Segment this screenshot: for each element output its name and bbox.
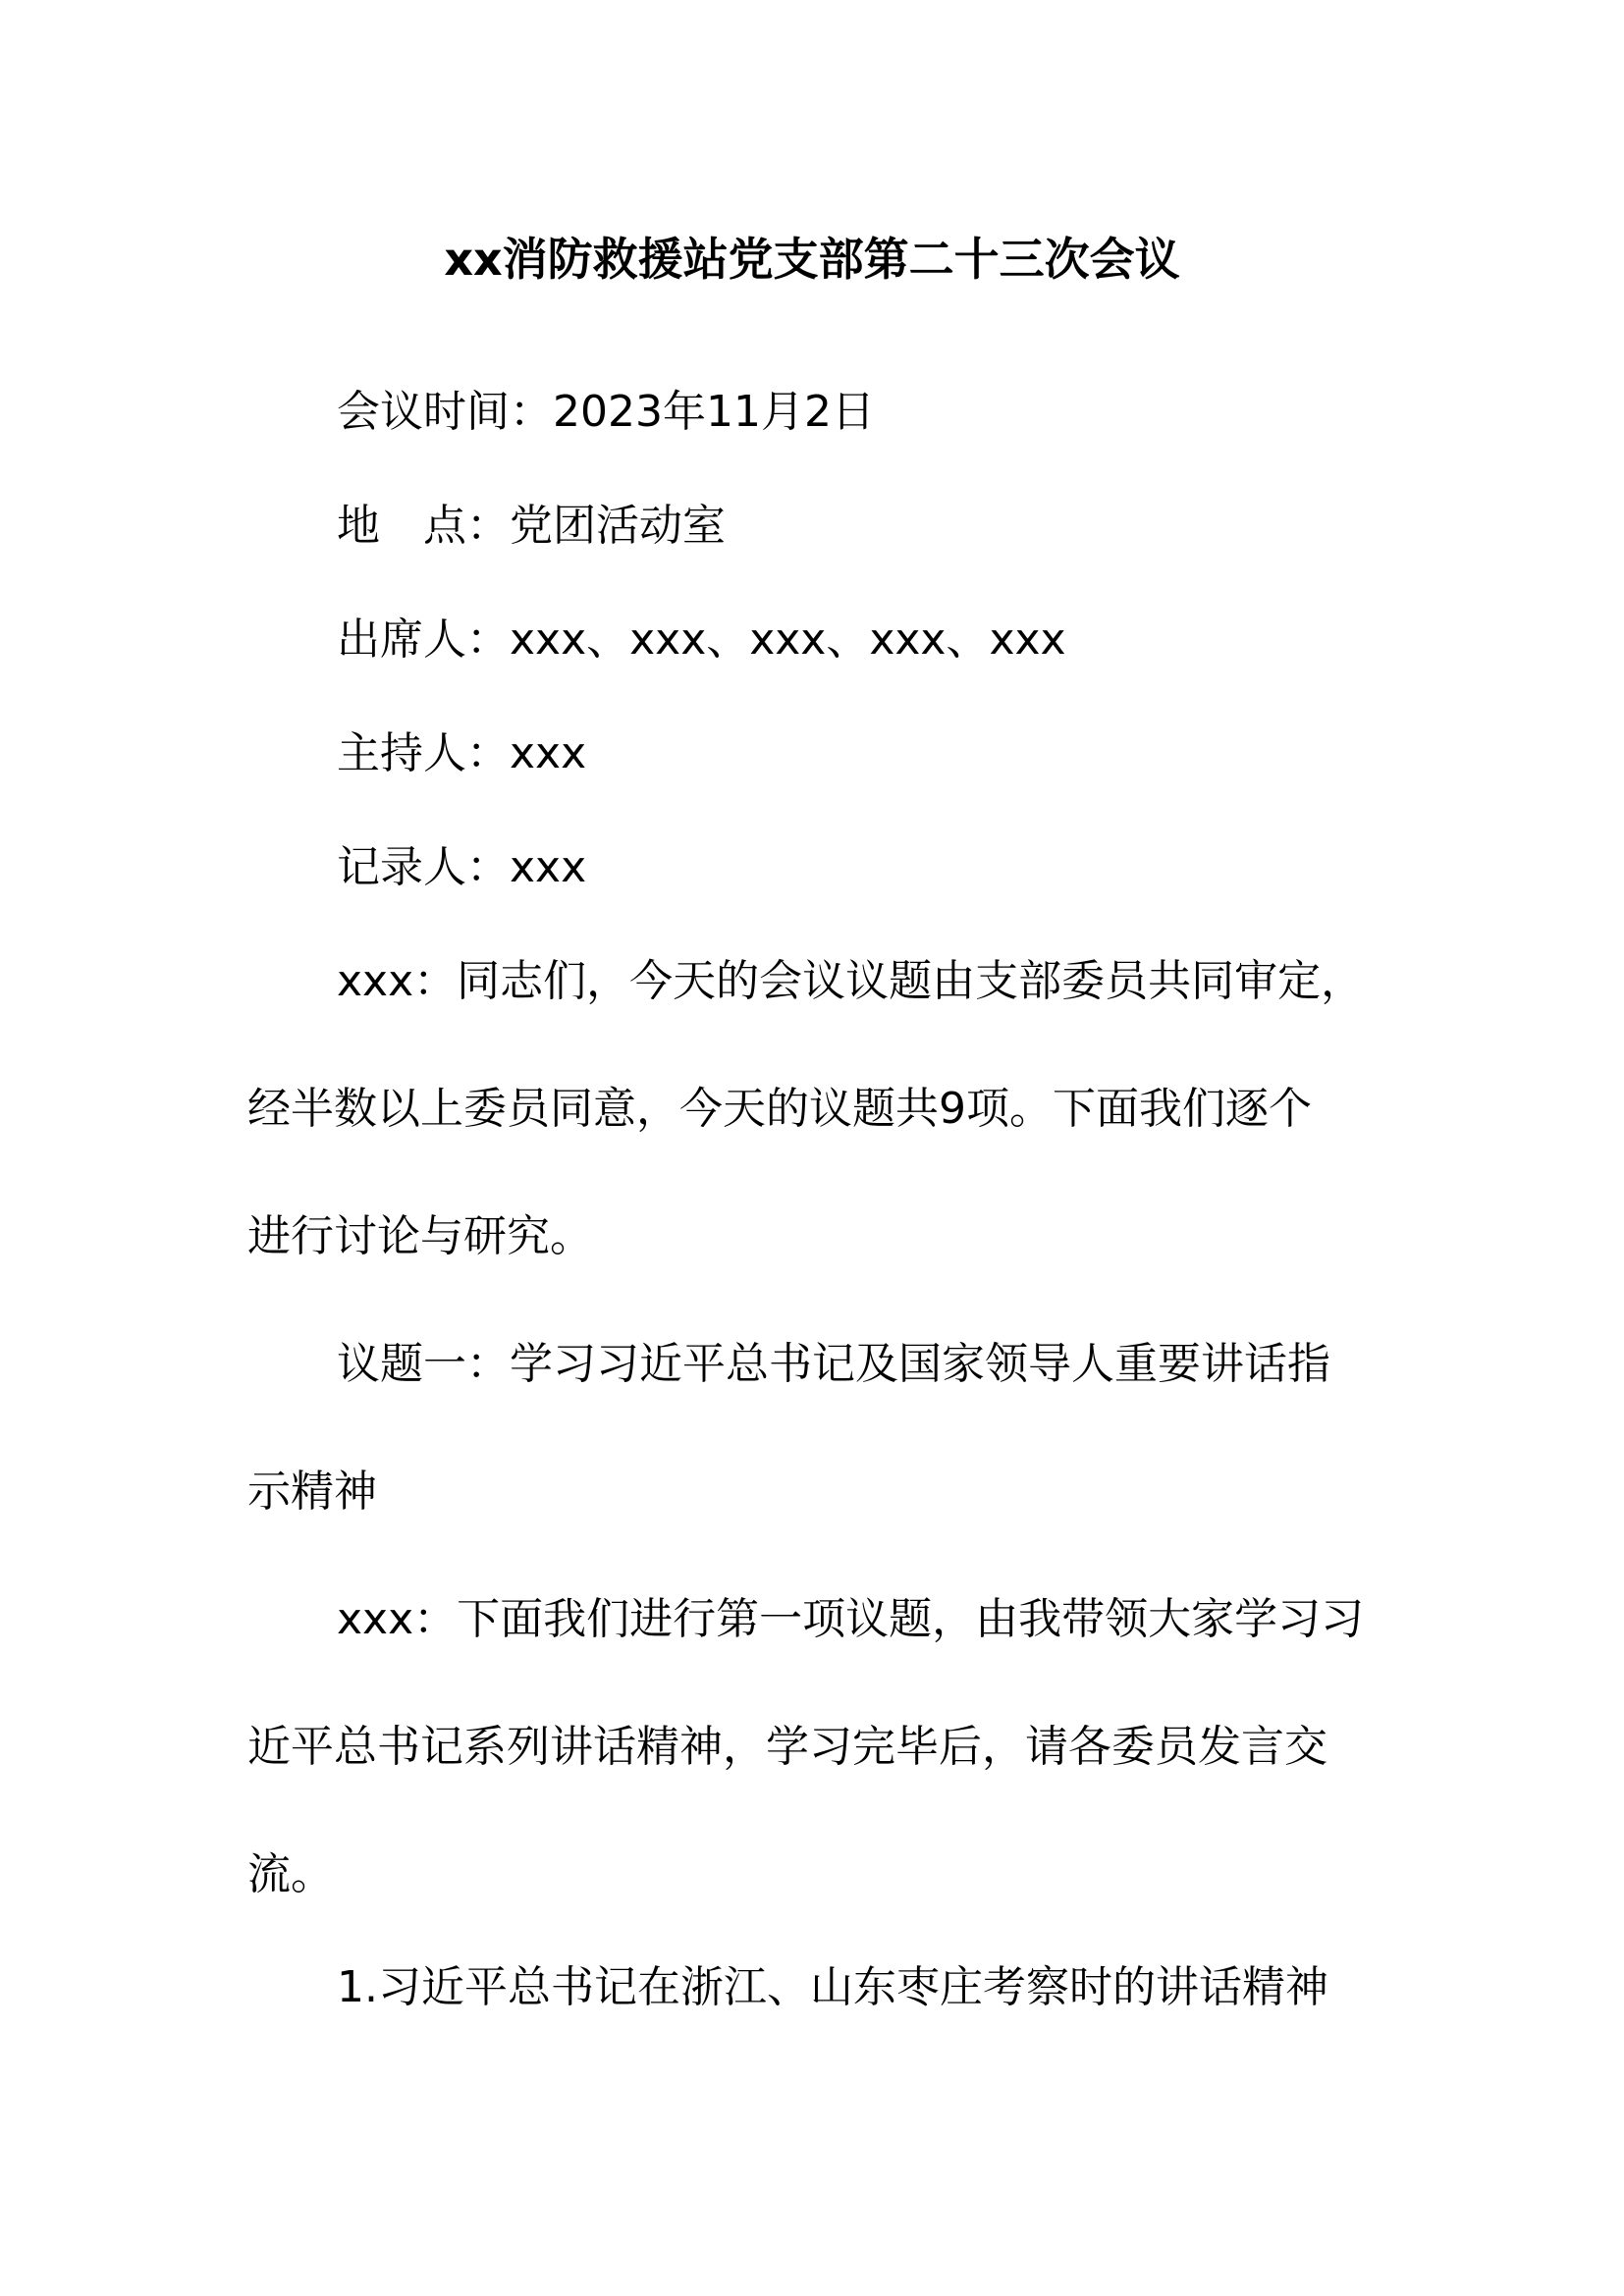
speech-paragraph-line-2: 近平总书记系列讲话精神，学习完毕后，请各委员发言交 <box>247 1722 1327 1772</box>
intro-paragraph-line-2: 经半数以上委员同意，今天的议题共9项。下面我们逐个 <box>247 1084 1312 1134</box>
speech-paragraph-line-3: 流。 <box>247 1849 334 1899</box>
meeting-time: 会议时间：2023年11月2日 <box>337 387 875 437</box>
meeting-place-label-b: 点：党团活动室 <box>423 501 726 551</box>
intro-paragraph-line-3: 进行讨论与研究。 <box>247 1211 593 1261</box>
meeting-place <box>337 497 726 556</box>
speech-paragraph-line-1: xxx：下面我们进行第一项议题，由我带领大家学习习 <box>337 1594 1365 1644</box>
intro-paragraph-line-1: xxx：同志们，今天的会议议题由支部委员共同审定， <box>337 956 1365 1006</box>
topic-one-line-2: 示精神 <box>247 1467 377 1517</box>
topic-one-line-1: 议题一：学习习近平总书记及国家领导人重要讲话指 <box>337 1339 1330 1389</box>
meeting-attendees: 出席人：xxx、xxx、xxx、xxx、xxx <box>337 614 1066 665</box>
meeting-host: 主持人：xxx <box>337 728 587 778</box>
list-item-1: 1.习近平总书记在浙江、山东枣庄考察时的讲话精神 <box>337 1962 1328 2012</box>
meeting-place-label-a: 地 <box>337 501 380 551</box>
meeting-recorder: 记录人：xxx <box>337 842 587 892</box>
document-title: xx消防救援站党支部第二十三次会议 <box>444 233 1180 286</box>
